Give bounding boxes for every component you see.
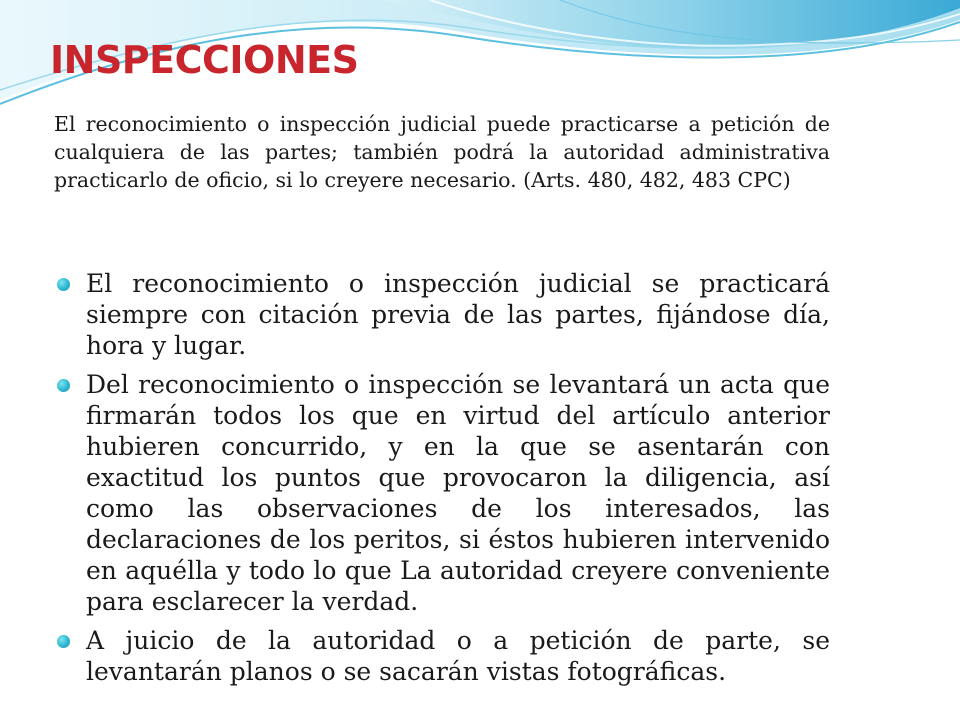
bullet-text: El reconocimiento o inspección judicial se practicará siempre con citación previa de las partes, fijándose día, hora y lugar.	[86, 269, 830, 360]
bullet-text: Del reconocimiento o inspección se levantará un acta que firmarán todos los que en virtud del artículo anterior hubieren concurrido, y en la que se asentarán con exactitud los puntos que provocaron la diligencia, así como las observaciones de los interesados, las declaraciones de los peritos, si éstos hubieren intervenido en aquélla y todo lo que La autoridad creyere conveniente para esclarecer la verdad.	[86, 370, 830, 616]
bullet-dot-icon	[57, 635, 70, 648]
bullet-list	[54, 268, 830, 695]
list-item	[54, 369, 830, 617]
intro-paragraph: El reconocimiento o inspección judicial puede practicarse a petición de cualquiera de las partes; también podrá la autoridad administrativa practicarlo de oficio, si lo creyere necesario. (Arts. 480, 482, 483 CPC)	[54, 112, 830, 192]
bullet-dot-icon	[57, 278, 70, 291]
list-item	[54, 625, 830, 687]
slide-title: INSPECCIONES	[50, 38, 359, 82]
bullet-text: A juicio de la autoridad o a petición de parte, se levantarán planos o se sacarán vistas fotográficas.	[86, 626, 830, 686]
list-item	[54, 268, 830, 361]
bullet-dot-icon	[57, 379, 70, 392]
